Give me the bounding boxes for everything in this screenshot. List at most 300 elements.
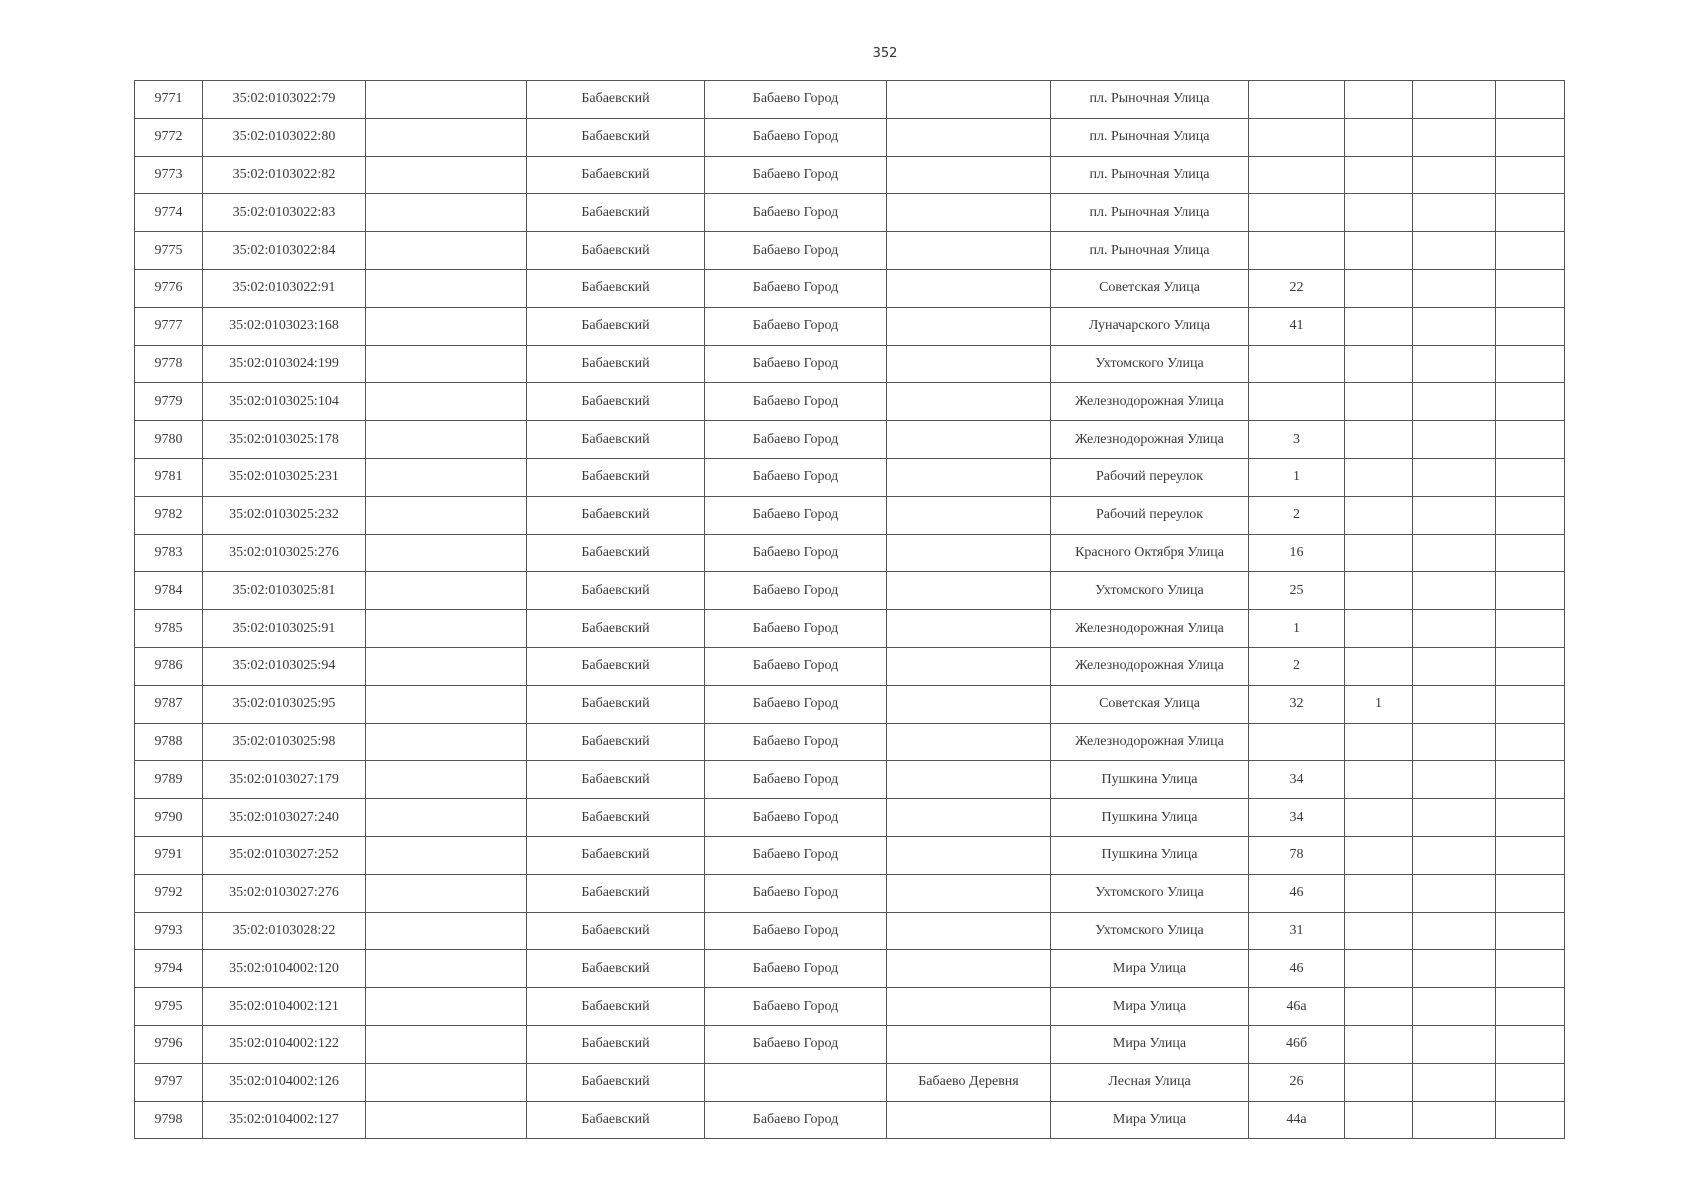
- row-number-cell: 9772: [135, 118, 203, 156]
- extra-cell: [1413, 610, 1496, 648]
- table-row: [135, 723, 1565, 761]
- table-row: [135, 685, 1565, 723]
- district-cell: Бабаевский: [527, 685, 705, 723]
- district-cell: Бабаевский: [527, 81, 705, 119]
- city-cell: Бабаево Город: [705, 421, 887, 459]
- street-cell: пл. Рыночная Улица: [1051, 118, 1249, 156]
- row-number-cell: 9785: [135, 610, 203, 648]
- table-row: [135, 156, 1565, 194]
- row-number-cell: 9782: [135, 496, 203, 534]
- house-number-cell: 46а: [1249, 988, 1345, 1026]
- cadastral-number-cell: 35:02:0103022:82: [203, 156, 366, 194]
- settlement-cell: [887, 307, 1051, 345]
- building-cell: [1345, 118, 1413, 156]
- row-number-cell: 9775: [135, 232, 203, 270]
- district-cell: Бабаевский: [527, 761, 705, 799]
- district-cell: Бабаевский: [527, 421, 705, 459]
- extra-cell: [1496, 950, 1565, 988]
- extra-cell: [1413, 269, 1496, 307]
- house-number-cell: [1249, 194, 1345, 232]
- extra-cell: [1496, 912, 1565, 950]
- blank-cell: [366, 1063, 527, 1101]
- extra-cell: [1413, 458, 1496, 496]
- row-number-cell: 9787: [135, 685, 203, 723]
- building-cell: [1345, 232, 1413, 270]
- street-cell: Железнодорожная Улица: [1051, 421, 1249, 459]
- blank-cell: [366, 950, 527, 988]
- building-cell: [1345, 799, 1413, 837]
- city-cell: Бабаево Город: [705, 761, 887, 799]
- table-row: [135, 572, 1565, 610]
- extra-cell: [1496, 118, 1565, 156]
- street-cell: Ухтомского Улица: [1051, 572, 1249, 610]
- table-row: [135, 912, 1565, 950]
- row-number-cell: 9780: [135, 421, 203, 459]
- street-cell: пл. Рыночная Улица: [1051, 156, 1249, 194]
- blank-cell: [366, 761, 527, 799]
- row-number-cell: 9781: [135, 458, 203, 496]
- building-cell: [1345, 156, 1413, 194]
- extra-cell: [1496, 421, 1565, 459]
- district-cell: Бабаевский: [527, 534, 705, 572]
- street-cell: Рабочий переулок: [1051, 496, 1249, 534]
- extra-cell: [1496, 156, 1565, 194]
- house-number-cell: 1: [1249, 458, 1345, 496]
- settlement-cell: [887, 269, 1051, 307]
- house-number-cell: 26: [1249, 1063, 1345, 1101]
- extra-cell: [1496, 345, 1565, 383]
- street-cell: Лесная Улица: [1051, 1063, 1249, 1101]
- district-cell: Бабаевский: [527, 1101, 705, 1139]
- house-number-cell: 31: [1249, 912, 1345, 950]
- table-row: [135, 458, 1565, 496]
- settlement-cell: [887, 458, 1051, 496]
- blank-cell: [366, 836, 527, 874]
- cadastral-number-cell: 35:02:0103022:79: [203, 81, 366, 119]
- page-number: 352: [872, 46, 898, 61]
- city-cell: Бабаево Город: [705, 232, 887, 270]
- city-cell: Бабаево Город: [705, 345, 887, 383]
- house-number-cell: 46: [1249, 950, 1345, 988]
- building-cell: [1345, 912, 1413, 950]
- house-number-cell: 34: [1249, 761, 1345, 799]
- house-number-cell: 46б: [1249, 1025, 1345, 1063]
- extra-cell: [1413, 761, 1496, 799]
- extra-cell: [1413, 118, 1496, 156]
- table-row: [135, 118, 1565, 156]
- extra-cell: [1496, 572, 1565, 610]
- extra-cell: [1496, 1063, 1565, 1101]
- extra-cell: [1496, 610, 1565, 648]
- street-cell: Советская Улица: [1051, 269, 1249, 307]
- table-row: [135, 81, 1565, 119]
- extra-cell: [1413, 912, 1496, 950]
- extra-cell: [1496, 685, 1565, 723]
- extra-cell: [1413, 988, 1496, 1026]
- settlement-cell: [887, 81, 1051, 119]
- city-cell: Бабаево Город: [705, 1101, 887, 1139]
- settlement-cell: [887, 836, 1051, 874]
- cadastral-number-cell: 35:02:0103027:252: [203, 836, 366, 874]
- table-row: [135, 647, 1565, 685]
- row-number-cell: 9774: [135, 194, 203, 232]
- house-number-cell: [1249, 81, 1345, 119]
- house-number-cell: [1249, 383, 1345, 421]
- district-cell: Бабаевский: [527, 799, 705, 837]
- city-cell: Бабаево Город: [705, 950, 887, 988]
- table-row: [135, 950, 1565, 988]
- city-cell: Бабаево Город: [705, 81, 887, 119]
- city-cell: Бабаево Город: [705, 723, 887, 761]
- city-cell: [705, 1063, 887, 1101]
- row-number-cell: 9791: [135, 836, 203, 874]
- extra-cell: [1496, 874, 1565, 912]
- street-cell: пл. Рыночная Улица: [1051, 232, 1249, 270]
- building-cell: [1345, 723, 1413, 761]
- district-cell: Бабаевский: [527, 232, 705, 270]
- blank-cell: [366, 458, 527, 496]
- district-cell: Бабаевский: [527, 345, 705, 383]
- city-cell: Бабаево Город: [705, 685, 887, 723]
- extra-cell: [1413, 156, 1496, 194]
- blank-cell: [366, 723, 527, 761]
- extra-cell: [1413, 572, 1496, 610]
- settlement-cell: [887, 723, 1051, 761]
- extra-cell: [1413, 81, 1496, 119]
- city-cell: Бабаево Город: [705, 799, 887, 837]
- blank-cell: [366, 81, 527, 119]
- row-number-cell: 9776: [135, 269, 203, 307]
- cadastral-number-cell: 35:02:0104002:126: [203, 1063, 366, 1101]
- cadastral-number-cell: 35:02:0103025:95: [203, 685, 366, 723]
- street-cell: Железнодорожная Улица: [1051, 723, 1249, 761]
- extra-cell: [1413, 307, 1496, 345]
- blank-cell: [366, 232, 527, 270]
- extra-cell: [1496, 988, 1565, 1026]
- house-number-cell: 2: [1249, 647, 1345, 685]
- settlement-cell: [887, 534, 1051, 572]
- cadastral-number-cell: 35:02:0104002:127: [203, 1101, 366, 1139]
- building-cell: [1345, 345, 1413, 383]
- extra-cell: [1496, 647, 1565, 685]
- blank-cell: [366, 156, 527, 194]
- settlement-cell: [887, 421, 1051, 459]
- city-cell: Бабаево Город: [705, 458, 887, 496]
- row-number-cell: 9793: [135, 912, 203, 950]
- cadastral-number-cell: 35:02:0104002:120: [203, 950, 366, 988]
- blank-cell: [366, 912, 527, 950]
- extra-cell: [1413, 1101, 1496, 1139]
- street-cell: Рабочий переулок: [1051, 458, 1249, 496]
- cadastral-number-cell: 35:02:0103022:91: [203, 269, 366, 307]
- district-cell: Бабаевский: [527, 647, 705, 685]
- district-cell: Бабаевский: [527, 458, 705, 496]
- extra-cell: [1413, 874, 1496, 912]
- extra-cell: [1496, 496, 1565, 534]
- cadastral-number-cell: 35:02:0103025:232: [203, 496, 366, 534]
- house-number-cell: 34: [1249, 799, 1345, 837]
- row-number-cell: 9798: [135, 1101, 203, 1139]
- building-cell: [1345, 383, 1413, 421]
- building-cell: [1345, 81, 1413, 119]
- street-cell: Ухтомского Улица: [1051, 874, 1249, 912]
- extra-cell: [1413, 685, 1496, 723]
- extra-cell: [1496, 761, 1565, 799]
- extra-cell: [1496, 799, 1565, 837]
- street-cell: Мира Улица: [1051, 988, 1249, 1026]
- building-cell: 1: [1345, 685, 1413, 723]
- extra-cell: [1496, 1101, 1565, 1139]
- settlement-cell: [887, 232, 1051, 270]
- cadastral-number-cell: 35:02:0103022:83: [203, 194, 366, 232]
- row-number-cell: 9789: [135, 761, 203, 799]
- house-number-cell: 25: [1249, 572, 1345, 610]
- street-cell: Мира Улица: [1051, 950, 1249, 988]
- row-number-cell: 9797: [135, 1063, 203, 1101]
- extra-cell: [1496, 81, 1565, 119]
- settlement-cell: [887, 572, 1051, 610]
- city-cell: Бабаево Город: [705, 647, 887, 685]
- registry-table: [134, 80, 1565, 1139]
- extra-cell: [1413, 421, 1496, 459]
- city-cell: Бабаево Город: [705, 269, 887, 307]
- extra-cell: [1413, 232, 1496, 270]
- extra-cell: [1496, 534, 1565, 572]
- table-row: [135, 988, 1565, 1026]
- city-cell: Бабаево Город: [705, 610, 887, 648]
- district-cell: Бабаевский: [527, 912, 705, 950]
- row-number-cell: 9795: [135, 988, 203, 1026]
- cadastral-number-cell: 35:02:0103027:179: [203, 761, 366, 799]
- building-cell: [1345, 269, 1413, 307]
- extra-cell: [1496, 232, 1565, 270]
- cadastral-number-cell: 35:02:0103027:240: [203, 799, 366, 837]
- district-cell: Бабаевский: [527, 572, 705, 610]
- settlement-cell: [887, 874, 1051, 912]
- city-cell: Бабаево Город: [705, 307, 887, 345]
- street-cell: Красного Октября Улица: [1051, 534, 1249, 572]
- table-row: [135, 269, 1565, 307]
- row-number-cell: 9779: [135, 383, 203, 421]
- extra-cell: [1413, 799, 1496, 837]
- row-number-cell: 9792: [135, 874, 203, 912]
- building-cell: [1345, 1063, 1413, 1101]
- cadastral-number-cell: 35:02:0103022:84: [203, 232, 366, 270]
- extra-cell: [1413, 534, 1496, 572]
- house-number-cell: [1249, 723, 1345, 761]
- cadastral-number-cell: 35:02:0104002:122: [203, 1025, 366, 1063]
- extra-cell: [1496, 383, 1565, 421]
- cadastral-number-cell: 35:02:0103025:178: [203, 421, 366, 459]
- cadastral-number-cell: 35:02:0103025:276: [203, 534, 366, 572]
- house-number-cell: 32: [1249, 685, 1345, 723]
- building-cell: [1345, 836, 1413, 874]
- city-cell: Бабаево Город: [705, 194, 887, 232]
- blank-cell: [366, 421, 527, 459]
- extra-cell: [1496, 1025, 1565, 1063]
- house-number-cell: 16: [1249, 534, 1345, 572]
- settlement-cell: [887, 761, 1051, 799]
- cadastral-number-cell: 35:02:0103025:231: [203, 458, 366, 496]
- building-cell: [1345, 572, 1413, 610]
- building-cell: [1345, 647, 1413, 685]
- house-number-cell: 44а: [1249, 1101, 1345, 1139]
- house-number-cell: [1249, 118, 1345, 156]
- street-cell: Пушкина Улица: [1051, 799, 1249, 837]
- table-row: [135, 307, 1565, 345]
- settlement-cell: [887, 1025, 1051, 1063]
- city-cell: Бабаево Город: [705, 572, 887, 610]
- row-number-cell: 9790: [135, 799, 203, 837]
- table-row: [135, 421, 1565, 459]
- extra-cell: [1413, 723, 1496, 761]
- street-cell: Мира Улица: [1051, 1101, 1249, 1139]
- building-cell: [1345, 761, 1413, 799]
- row-number-cell: 9786: [135, 647, 203, 685]
- building-cell: [1345, 874, 1413, 912]
- table-row: [135, 874, 1565, 912]
- row-number-cell: 9773: [135, 156, 203, 194]
- blank-cell: [366, 685, 527, 723]
- table-row: [135, 345, 1565, 383]
- blank-cell: [366, 345, 527, 383]
- extra-cell: [1496, 307, 1565, 345]
- row-number-cell: 9783: [135, 534, 203, 572]
- district-cell: Бабаевский: [527, 950, 705, 988]
- extra-cell: [1496, 269, 1565, 307]
- extra-cell: [1413, 950, 1496, 988]
- district-cell: Бабаевский: [527, 269, 705, 307]
- blank-cell: [366, 269, 527, 307]
- blank-cell: [366, 572, 527, 610]
- extra-cell: [1413, 1063, 1496, 1101]
- settlement-cell: [887, 1101, 1051, 1139]
- table-row: [135, 761, 1565, 799]
- house-number-cell: 78: [1249, 836, 1345, 874]
- district-cell: Бабаевский: [527, 723, 705, 761]
- house-number-cell: [1249, 345, 1345, 383]
- street-cell: Луначарского Улица: [1051, 307, 1249, 345]
- house-number-cell: 41: [1249, 307, 1345, 345]
- settlement-cell: [887, 647, 1051, 685]
- settlement-cell: [887, 988, 1051, 1026]
- settlement-cell: [887, 118, 1051, 156]
- district-cell: Бабаевский: [527, 1025, 705, 1063]
- table-row: [135, 1063, 1565, 1101]
- district-cell: Бабаевский: [527, 836, 705, 874]
- city-cell: Бабаево Город: [705, 874, 887, 912]
- city-cell: Бабаево Город: [705, 118, 887, 156]
- extra-cell: [1413, 194, 1496, 232]
- building-cell: [1345, 950, 1413, 988]
- row-number-cell: 9788: [135, 723, 203, 761]
- table-row: [135, 383, 1565, 421]
- building-cell: [1345, 1025, 1413, 1063]
- building-cell: [1345, 1101, 1413, 1139]
- settlement-cell: [887, 383, 1051, 421]
- blank-cell: [366, 1101, 527, 1139]
- table-row: [135, 836, 1565, 874]
- table-row: [135, 799, 1565, 837]
- row-number-cell: 9778: [135, 345, 203, 383]
- settlement-cell: [887, 156, 1051, 194]
- district-cell: Бабаевский: [527, 496, 705, 534]
- settlement-cell: [887, 685, 1051, 723]
- building-cell: [1345, 458, 1413, 496]
- street-cell: Железнодорожная Улица: [1051, 610, 1249, 648]
- table-body: [135, 81, 1565, 1139]
- cadastral-number-cell: 35:02:0103025:94: [203, 647, 366, 685]
- row-number-cell: 9794: [135, 950, 203, 988]
- blank-cell: [366, 496, 527, 534]
- cadastral-number-cell: 35:02:0104002:121: [203, 988, 366, 1026]
- extra-cell: [1496, 836, 1565, 874]
- blank-cell: [366, 647, 527, 685]
- house-number-cell: 3: [1249, 421, 1345, 459]
- district-cell: Бабаевский: [527, 874, 705, 912]
- house-number-cell: 1: [1249, 610, 1345, 648]
- cadastral-number-cell: 35:02:0103025:81: [203, 572, 366, 610]
- extra-cell: [1413, 647, 1496, 685]
- extra-cell: [1413, 496, 1496, 534]
- extra-cell: [1413, 1025, 1496, 1063]
- table-row: [135, 232, 1565, 270]
- city-cell: Бабаево Город: [705, 383, 887, 421]
- table-row: [135, 534, 1565, 572]
- extra-cell: [1496, 723, 1565, 761]
- building-cell: [1345, 496, 1413, 534]
- street-cell: Ухтомского Улица: [1051, 912, 1249, 950]
- city-cell: Бабаево Город: [705, 912, 887, 950]
- cadastral-number-cell: 35:02:0103028:22: [203, 912, 366, 950]
- district-cell: Бабаевский: [527, 1063, 705, 1101]
- blank-cell: [366, 1025, 527, 1063]
- district-cell: Бабаевский: [527, 118, 705, 156]
- extra-cell: [1496, 458, 1565, 496]
- street-cell: Пушкина Улица: [1051, 761, 1249, 799]
- street-cell: Советская Улица: [1051, 685, 1249, 723]
- blank-cell: [366, 534, 527, 572]
- extra-cell: [1413, 383, 1496, 421]
- blank-cell: [366, 118, 527, 156]
- table-row: [135, 1025, 1565, 1063]
- table-row: [135, 496, 1565, 534]
- blank-cell: [366, 874, 527, 912]
- blank-cell: [366, 610, 527, 648]
- city-cell: Бабаево Город: [705, 496, 887, 534]
- city-cell: Бабаево Город: [705, 156, 887, 194]
- street-cell: пл. Рыночная Улица: [1051, 81, 1249, 119]
- cadastral-number-cell: 35:02:0103025:104: [203, 383, 366, 421]
- building-cell: [1345, 307, 1413, 345]
- settlement-cell: [887, 912, 1051, 950]
- row-number-cell: 9784: [135, 572, 203, 610]
- street-cell: Железнодорожная Улица: [1051, 383, 1249, 421]
- district-cell: Бабаевский: [527, 988, 705, 1026]
- building-cell: [1345, 610, 1413, 648]
- building-cell: [1345, 534, 1413, 572]
- settlement-cell: [887, 496, 1051, 534]
- extra-cell: [1413, 345, 1496, 383]
- building-cell: [1345, 988, 1413, 1026]
- row-number-cell: 9777: [135, 307, 203, 345]
- row-number-cell: 9771: [135, 81, 203, 119]
- row-number-cell: 9796: [135, 1025, 203, 1063]
- street-cell: Ухтомского Улица: [1051, 345, 1249, 383]
- settlement-cell: [887, 950, 1051, 988]
- settlement-cell: Бабаево Деревня: [887, 1063, 1051, 1101]
- settlement-cell: [887, 345, 1051, 383]
